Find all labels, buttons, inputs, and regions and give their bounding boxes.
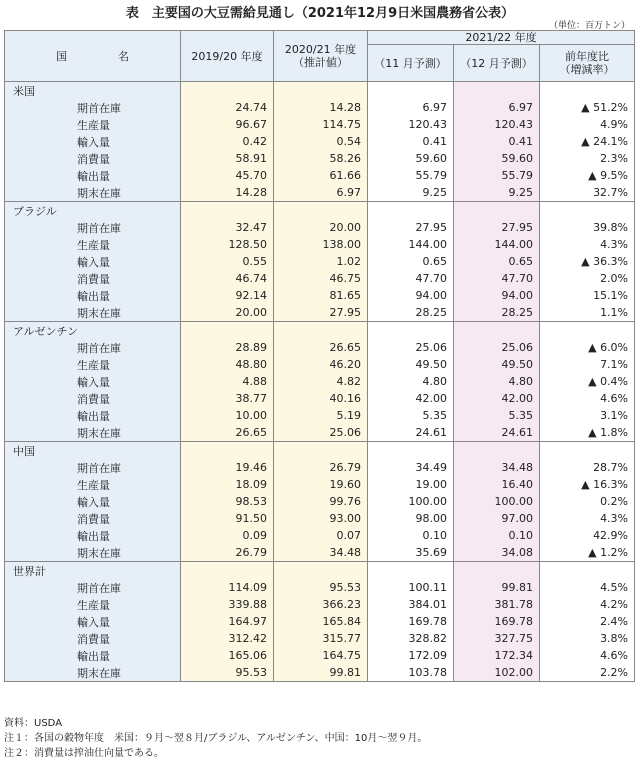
value-yoy-change: 15.1% xyxy=(540,287,635,304)
value-nov-forecast: 19.00 xyxy=(368,476,454,493)
country-name: ブラジル xyxy=(5,202,181,220)
blank-cell xyxy=(181,442,274,460)
blank-cell xyxy=(274,442,368,460)
item-label: 消費量 xyxy=(77,512,110,526)
value-dec-forecast: 169.78 xyxy=(454,613,540,630)
value-2019-20: 14.28 xyxy=(181,184,274,202)
value-yoy-change: 1.1% xyxy=(540,304,635,322)
value-dec-forecast: 34.08 xyxy=(454,544,540,562)
value-2019-20: 10.00 xyxy=(181,407,274,424)
value-nov-forecast: 100.00 xyxy=(368,493,454,510)
value-nov-forecast: 0.65 xyxy=(368,253,454,270)
value-dec-forecast: 47.70 xyxy=(454,270,540,287)
blank-cell xyxy=(274,322,368,340)
value-yoy-change: 7.1% xyxy=(540,356,635,373)
value-nov-forecast: 328.82 xyxy=(368,630,454,647)
value-nov-forecast: 25.06 xyxy=(368,339,454,356)
item-label: 消費量 xyxy=(77,152,110,166)
value-2020-21: 27.95 xyxy=(274,304,368,322)
value-nov-forecast: 6.97 xyxy=(368,99,454,116)
item-label: 期末在庫 xyxy=(77,666,121,680)
value-2019-20: 48.80 xyxy=(181,356,274,373)
table-row xyxy=(5,304,635,322)
item-label: 消費量 xyxy=(77,632,110,646)
value-yoy-change: 4.6% xyxy=(540,647,635,664)
blank-cell xyxy=(540,322,635,340)
blank-cell xyxy=(368,202,454,220)
value-2019-20: 164.97 xyxy=(181,613,274,630)
group-row xyxy=(5,442,635,460)
value-2019-20: 18.09 xyxy=(181,476,274,493)
value-2019-20: 24.74 xyxy=(181,99,274,116)
value-2019-20: 91.50 xyxy=(181,510,274,527)
country-name: 中国 xyxy=(5,442,181,460)
item-label: 期末在庫 xyxy=(77,546,121,560)
table-row xyxy=(5,544,635,562)
value-dec-forecast: 28.25 xyxy=(454,304,540,322)
value-2019-20: 165.06 xyxy=(181,647,274,664)
value-2020-21: 46.20 xyxy=(274,356,368,373)
group-row xyxy=(5,322,635,340)
table-row xyxy=(5,664,635,682)
item-label: 生産量 xyxy=(77,598,110,612)
value-nov-forecast: 94.00 xyxy=(368,287,454,304)
unit-label: （単位：百万トン） xyxy=(548,21,630,31)
value-nov-forecast: 49.50 xyxy=(368,356,454,373)
value-dec-forecast: 99.81 xyxy=(454,579,540,596)
value-nov-forecast: 0.41 xyxy=(368,133,454,150)
value-nov-forecast: 34.49 xyxy=(368,459,454,476)
table-row xyxy=(5,236,635,253)
value-nov-forecast: 5.35 xyxy=(368,407,454,424)
value-2020-21: 114.75 xyxy=(274,116,368,133)
value-2020-21: 164.75 xyxy=(274,647,368,664)
value-dec-forecast: 59.60 xyxy=(454,150,540,167)
table-row xyxy=(5,253,635,270)
supply-demand-table xyxy=(4,30,635,682)
item-label: 期首在庫 xyxy=(77,341,121,355)
value-2020-21: 5.19 xyxy=(274,407,368,424)
value-2020-21: 99.81 xyxy=(274,664,368,682)
value-yoy-change: 2.2% xyxy=(540,664,635,682)
item-label: 輸出量 xyxy=(77,529,110,543)
blank-cell xyxy=(274,562,368,580)
value-2020-21: 26.65 xyxy=(274,339,368,356)
value-2019-20: 19.46 xyxy=(181,459,274,476)
value-dec-forecast: 381.78 xyxy=(454,596,540,613)
table-row xyxy=(5,373,635,390)
value-dec-forecast: 34.48 xyxy=(454,459,540,476)
blank-cell xyxy=(274,202,368,220)
notes xyxy=(4,716,427,761)
value-dec-forecast: 327.75 xyxy=(454,630,540,647)
group-row xyxy=(5,562,635,580)
value-dec-forecast: 0.65 xyxy=(454,253,540,270)
value-yoy-change: 4.2% xyxy=(540,596,635,613)
value-yoy-change: 4.3% xyxy=(540,236,635,253)
item-label: 輸出量 xyxy=(77,409,110,423)
item-label: 生産量 xyxy=(77,238,110,252)
value-2019-20: 128.50 xyxy=(181,236,274,253)
value-dec-forecast: 0.10 xyxy=(454,527,540,544)
value-yoy-change: 2.0% xyxy=(540,270,635,287)
value-2020-21: 20.00 xyxy=(274,219,368,236)
value-nov-forecast: 47.70 xyxy=(368,270,454,287)
value-nov-forecast: 28.25 xyxy=(368,304,454,322)
header-2021-22: 2021/22 年度 xyxy=(368,31,635,45)
value-nov-forecast: 0.10 xyxy=(368,527,454,544)
table-row xyxy=(5,579,635,596)
table-row xyxy=(5,476,635,493)
value-nov-forecast: 98.00 xyxy=(368,510,454,527)
value-2019-20: 45.70 xyxy=(181,167,274,184)
group-row xyxy=(5,202,635,220)
value-nov-forecast: 55.79 xyxy=(368,167,454,184)
value-2020-21: 6.97 xyxy=(274,184,368,202)
table-row xyxy=(5,150,635,167)
table-row xyxy=(5,390,635,407)
value-nov-forecast: 9.25 xyxy=(368,184,454,202)
blank-cell xyxy=(368,562,454,580)
value-nov-forecast: 103.78 xyxy=(368,664,454,682)
value-yoy-change: ▲ 9.5% xyxy=(540,167,635,184)
table-row xyxy=(5,630,635,647)
value-2019-20: 26.65 xyxy=(181,424,274,442)
value-dec-forecast: 42.00 xyxy=(454,390,540,407)
table-row xyxy=(5,184,635,202)
table-row xyxy=(5,510,635,527)
item-label: 期首在庫 xyxy=(77,221,121,235)
value-2020-21: 93.00 xyxy=(274,510,368,527)
table-row xyxy=(5,424,635,442)
value-2019-20: 0.42 xyxy=(181,133,274,150)
note-source: 資料：USDA xyxy=(4,718,63,729)
blank-cell xyxy=(454,442,540,460)
value-2020-21: 61.66 xyxy=(274,167,368,184)
value-dec-forecast: 100.00 xyxy=(454,493,540,510)
value-dec-forecast: 102.00 xyxy=(454,664,540,682)
header-yoy-change: 前年度比 （増減率） xyxy=(540,45,635,82)
table-row xyxy=(5,167,635,184)
value-2020-21: 0.07 xyxy=(274,527,368,544)
value-dec-forecast: 16.40 xyxy=(454,476,540,493)
country-name: アルゼンチン xyxy=(5,322,181,340)
value-yoy-change: 2.4% xyxy=(540,613,635,630)
value-2020-21: 25.06 xyxy=(274,424,368,442)
value-2019-20: 20.00 xyxy=(181,304,274,322)
item-label: 期首在庫 xyxy=(77,581,121,595)
item-label: 期首在庫 xyxy=(77,101,121,115)
value-nov-forecast: 24.61 xyxy=(368,424,454,442)
value-yoy-change: 28.7% xyxy=(540,459,635,476)
item-label: 消費量 xyxy=(77,392,110,406)
value-dec-forecast: 144.00 xyxy=(454,236,540,253)
value-yoy-change: 39.8% xyxy=(540,219,635,236)
table-row xyxy=(5,287,635,304)
value-nov-forecast: 4.80 xyxy=(368,373,454,390)
blank-cell xyxy=(181,562,274,580)
value-yoy-change: ▲ 0.4% xyxy=(540,373,635,390)
value-nov-forecast: 172.09 xyxy=(368,647,454,664)
value-2020-21: 138.00 xyxy=(274,236,368,253)
table-row xyxy=(5,116,635,133)
value-2020-21: 58.26 xyxy=(274,150,368,167)
table-row xyxy=(5,459,635,476)
value-2019-20: 28.89 xyxy=(181,339,274,356)
table-row xyxy=(5,339,635,356)
value-2019-20: 339.88 xyxy=(181,596,274,613)
table-row xyxy=(5,493,635,510)
value-nov-forecast: 35.69 xyxy=(368,544,454,562)
value-2020-21: 95.53 xyxy=(274,579,368,596)
value-dec-forecast: 0.41 xyxy=(454,133,540,150)
value-2020-21: 26.79 xyxy=(274,459,368,476)
value-2019-20: 96.67 xyxy=(181,116,274,133)
value-dec-forecast: 4.80 xyxy=(454,373,540,390)
value-nov-forecast: 120.43 xyxy=(368,116,454,133)
value-yoy-change: 4.9% xyxy=(540,116,635,133)
table-row xyxy=(5,647,635,664)
item-label: 輸入量 xyxy=(77,495,110,509)
item-label: 期末在庫 xyxy=(77,426,121,440)
value-yoy-change: ▲ 36.3% xyxy=(540,253,635,270)
header-nov-forecast: （11 月予測） xyxy=(368,45,454,82)
country-name: 米国 xyxy=(5,82,181,100)
item-label: 輸入量 xyxy=(77,135,110,149)
item-label: 消費量 xyxy=(77,272,110,286)
value-dec-forecast: 25.06 xyxy=(454,339,540,356)
table-row xyxy=(5,133,635,150)
header-dec-forecast: （12 月予測） xyxy=(454,45,540,82)
value-yoy-change: 4.6% xyxy=(540,390,635,407)
value-nov-forecast: 59.60 xyxy=(368,150,454,167)
value-yoy-change: 42.9% xyxy=(540,527,635,544)
value-dec-forecast: 94.00 xyxy=(454,287,540,304)
value-yoy-change: 3.8% xyxy=(540,630,635,647)
header-country: 国 名 xyxy=(5,31,181,82)
item-label: 期末在庫 xyxy=(77,186,121,200)
item-label: 生産量 xyxy=(77,478,110,492)
value-yoy-change: 32.7% xyxy=(540,184,635,202)
group-row xyxy=(5,82,635,100)
table-row xyxy=(5,613,635,630)
value-2019-20: 0.55 xyxy=(181,253,274,270)
value-2019-20: 114.09 xyxy=(181,579,274,596)
value-nov-forecast: 144.00 xyxy=(368,236,454,253)
value-dec-forecast: 5.35 xyxy=(454,407,540,424)
value-dec-forecast: 6.97 xyxy=(454,99,540,116)
item-label: 輸入量 xyxy=(77,255,110,269)
item-label: 生産量 xyxy=(77,118,110,132)
value-2020-21: 40.16 xyxy=(274,390,368,407)
value-2019-20: 4.88 xyxy=(181,373,274,390)
blank-cell xyxy=(454,202,540,220)
blank-cell xyxy=(274,82,368,100)
value-yoy-change: ▲ 6.0% xyxy=(540,339,635,356)
blank-cell xyxy=(540,442,635,460)
blank-cell xyxy=(181,202,274,220)
page-title: 表 主要国の大豆需給見通し（2021年12月9日米国農務省公表） xyxy=(125,6,515,21)
value-2020-21: 4.82 xyxy=(274,373,368,390)
table-row xyxy=(5,270,635,287)
table-row xyxy=(5,219,635,236)
note-1: 注１：各国の穀物年度 米国：９月～翌８月/ブラジル、アルゼンチン、中国：10月～翌９月。 xyxy=(4,733,428,744)
item-label: 期首在庫 xyxy=(77,461,121,475)
value-2020-21: 46.75 xyxy=(274,270,368,287)
blank-cell xyxy=(181,82,274,100)
value-dec-forecast: 49.50 xyxy=(454,356,540,373)
item-label: 輸入量 xyxy=(77,615,110,629)
note-2: 注２：消費量は搾油仕向量である。 xyxy=(4,748,164,759)
value-2019-20: 95.53 xyxy=(181,664,274,682)
blank-cell xyxy=(454,322,540,340)
item-label: 輸出量 xyxy=(77,169,110,183)
value-dec-forecast: 9.25 xyxy=(454,184,540,202)
value-2020-21: 81.65 xyxy=(274,287,368,304)
blank-cell xyxy=(368,82,454,100)
value-2020-21: 165.84 xyxy=(274,613,368,630)
value-nov-forecast: 169.78 xyxy=(368,613,454,630)
value-dec-forecast: 24.61 xyxy=(454,424,540,442)
item-label: 輸出量 xyxy=(77,649,110,663)
value-2020-21: 19.60 xyxy=(274,476,368,493)
item-label: 生産量 xyxy=(77,358,110,372)
table-row xyxy=(5,527,635,544)
value-dec-forecast: 27.95 xyxy=(454,219,540,236)
blank-cell xyxy=(454,562,540,580)
value-yoy-change: ▲ 16.3% xyxy=(540,476,635,493)
value-2020-21: 0.54 xyxy=(274,133,368,150)
value-2019-20: 98.53 xyxy=(181,493,274,510)
table-row xyxy=(5,99,635,116)
value-yoy-change: 3.1% xyxy=(540,407,635,424)
country-name: 世界計 xyxy=(5,562,181,580)
value-2020-21: 99.76 xyxy=(274,493,368,510)
header-2019-20: 2019/20 年度 xyxy=(181,31,274,82)
value-2019-20: 32.47 xyxy=(181,219,274,236)
value-nov-forecast: 27.95 xyxy=(368,219,454,236)
value-yoy-change: ▲ 1.2% xyxy=(540,544,635,562)
blank-cell xyxy=(368,442,454,460)
value-2019-20: 38.77 xyxy=(181,390,274,407)
header-2020-21: 2020/21 年度 （推計値） xyxy=(274,31,368,82)
value-nov-forecast: 384.01 xyxy=(368,596,454,613)
value-2020-21: 34.48 xyxy=(274,544,368,562)
value-2019-20: 58.91 xyxy=(181,150,274,167)
blank-cell xyxy=(181,322,274,340)
value-dec-forecast: 55.79 xyxy=(454,167,540,184)
value-2019-20: 46.74 xyxy=(181,270,274,287)
blank-cell xyxy=(540,562,635,580)
value-2019-20: 312.42 xyxy=(181,630,274,647)
value-yoy-change: 2.3% xyxy=(540,150,635,167)
blank-cell xyxy=(540,82,635,100)
table-row xyxy=(5,356,635,373)
value-yoy-change: ▲ 1.8% xyxy=(540,424,635,442)
item-label: 輸入量 xyxy=(77,375,110,389)
blank-cell xyxy=(454,82,540,100)
value-2019-20: 92.14 xyxy=(181,287,274,304)
value-yoy-change: 0.2% xyxy=(540,493,635,510)
table-row xyxy=(5,407,635,424)
value-dec-forecast: 120.43 xyxy=(454,116,540,133)
table-row xyxy=(5,596,635,613)
value-yoy-change: 4.5% xyxy=(540,579,635,596)
blank-cell xyxy=(540,202,635,220)
value-dec-forecast: 97.00 xyxy=(454,510,540,527)
item-label: 期末在庫 xyxy=(77,306,121,320)
value-2020-21: 315.77 xyxy=(274,630,368,647)
item-label: 輸出量 xyxy=(77,289,110,303)
value-2019-20: 26.79 xyxy=(181,544,274,562)
value-2020-21: 366.23 xyxy=(274,596,368,613)
value-yoy-change: 4.3% xyxy=(540,510,635,527)
blank-cell xyxy=(368,322,454,340)
value-2020-21: 14.28 xyxy=(274,99,368,116)
value-nov-forecast: 42.00 xyxy=(368,390,454,407)
value-dec-forecast: 172.34 xyxy=(454,647,540,664)
value-yoy-change: ▲ 24.1% xyxy=(540,133,635,150)
value-yoy-change: ▲ 51.2% xyxy=(540,99,635,116)
value-2020-21: 1.02 xyxy=(274,253,368,270)
value-nov-forecast: 100.11 xyxy=(368,579,454,596)
value-2019-20: 0.09 xyxy=(181,527,274,544)
